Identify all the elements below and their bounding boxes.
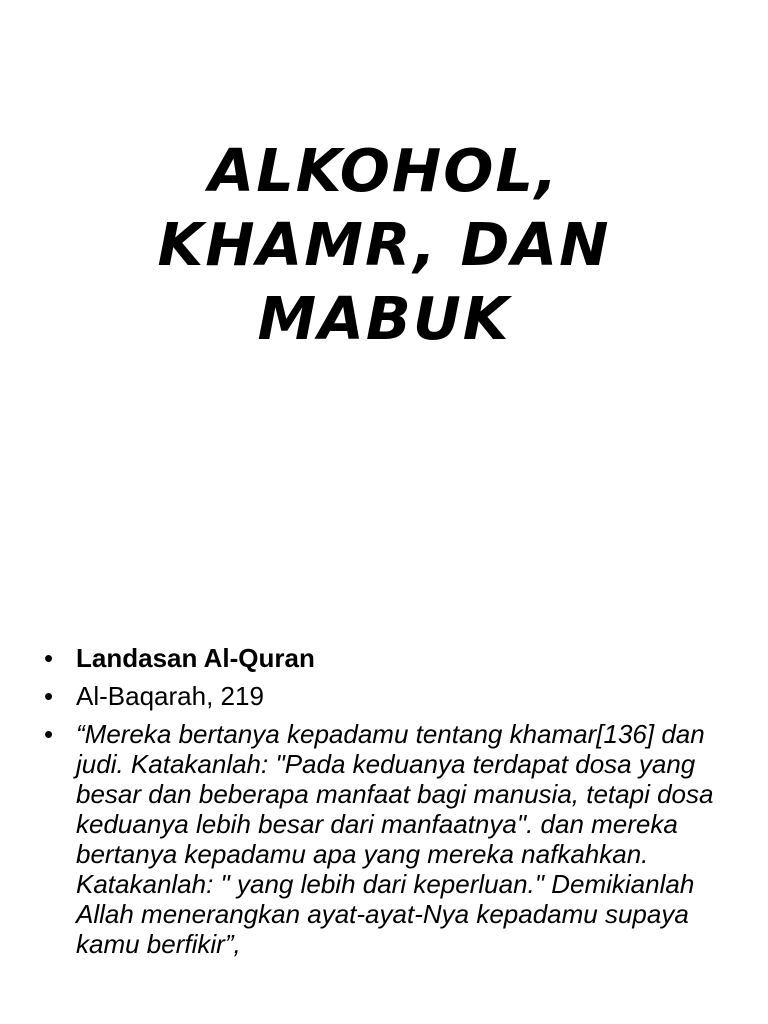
- bullet-item: [44, 643, 734, 673]
- bullet-marker: •: [44, 719, 54, 749]
- bullet-text-quote: “Mereka bertanya kepadamu tentang khamar[136] dan judi. Katakanlah: "Pada keduanya terdapat dosa yang besar dan beberapa manfaat bagi manusia, tetapi dosa keduanya lebih besar dari manfaatnya". dan mereka bertanya kepadamu apa yang mereka nafkahkan. Katakanlah: " yang lebih dari keperluan." Demikianlah Allah menerangkan ayat-ayat-Nya kepadamu supaya kamu berfikir”,: [76, 719, 714, 959]
- bullet-marker: •: [44, 681, 54, 711]
- slide-title: [0, 134, 768, 356]
- bullet-text-landasan: Landasan Al-Quran: [76, 643, 315, 673]
- bullet-text-surah: Al-Baqarah, 219: [76, 681, 264, 711]
- title-line-3: MABUK: [257, 284, 511, 353]
- bullet-item: [44, 681, 734, 711]
- bullet-item: [44, 719, 734, 959]
- bullet-list: [44, 643, 734, 967]
- bullet-marker: •: [44, 643, 54, 673]
- title-line-1: ALKOHOL,: [208, 136, 560, 205]
- title-line-2: KHAMR, DAN: [157, 210, 611, 279]
